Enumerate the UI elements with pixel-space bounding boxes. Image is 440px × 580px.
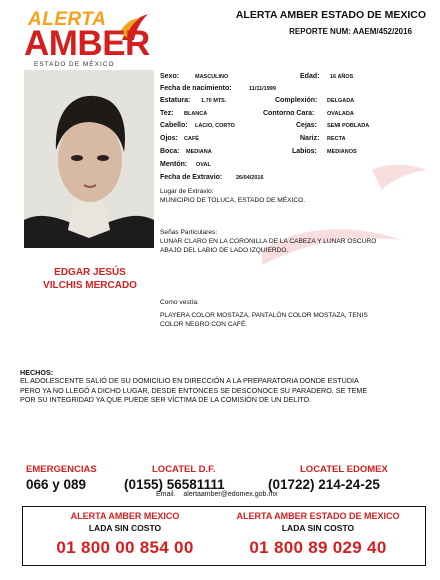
contorno-label: Contorno Cara: [263, 110, 315, 117]
hotline-sub-mexico: LADA SIN COSTO [88, 523, 162, 533]
vestia-section [160, 298, 430, 329]
extravio-label: Fecha de Extravio: [160, 174, 223, 181]
email-link[interactable]: alertaamber@edomex.gob.mx [183, 491, 278, 498]
labios-label: Labios: [292, 148, 317, 155]
nariz-value: RECTA [327, 136, 346, 142]
sexo-label: Sexo: [160, 73, 180, 80]
person-photo [24, 70, 154, 248]
ojos-label: Ojos: [160, 135, 178, 142]
tez-label: Tez: [160, 110, 174, 117]
menton-label: Mentón: [160, 161, 188, 168]
person-name [22, 266, 158, 292]
boca-label: Boca: [160, 148, 180, 155]
edad-label: Edad: [300, 73, 320, 80]
contorno-value: OVALADA [327, 111, 354, 117]
hechos-label: HECHOS: [20, 368, 54, 377]
estatura-label: Estatura: [160, 97, 191, 104]
senas-label: Señas Particulares: [160, 229, 218, 236]
logo-subtitle: ESTADO DE MÉXICO [34, 61, 115, 68]
hechos-text [20, 376, 428, 405]
contact-title-locatel-edomex: LOCATEL EDOMEX [300, 464, 388, 475]
hechos-line3: POR SU INTEGRIDAD YA QUE PUEDE SER VÍCTIMA DE LA COMISIÓN DE UN DELITO. [20, 395, 312, 404]
complexion-label: Complexión: [275, 97, 318, 104]
nacimiento-label: Fecha de nacimiento: [160, 85, 232, 92]
email-line [156, 491, 278, 498]
cejas-value: SEMI POBLADA [327, 123, 370, 129]
person-name-line2: VILCHIS MERCADO [43, 280, 137, 291]
sexo-value: MASCULINO [195, 74, 229, 80]
senas-section [160, 228, 430, 255]
nariz-label: Nariz: [300, 135, 320, 142]
person-name-line1: EDGAR JESÚS [54, 267, 126, 278]
hotline-sub-edomex: LADA SIN COSTO [281, 523, 355, 533]
contact-title-locatel-df: LOCATEL D.F. [152, 464, 216, 475]
hotline-number-edomex[interactable]: 01 800 89 029 40 [249, 538, 387, 557]
report-number: REPORTE NUM: AAEM/452/2016 [289, 27, 412, 36]
cejas-label: Cejas: [296, 122, 318, 129]
logo-alerta-text: ALERTA [28, 9, 107, 30]
nacimiento-value: 11/11/1999 [249, 86, 276, 92]
hechos-line1: EL ADOLESCENTE SALIÓ DE SU DOMICILIO EN DIRECCIÓN A LA PREPARATORIA DONDE ESTUDIA [20, 376, 359, 385]
hotline-title-edomex: ALERTA AMBER ESTADO DE MEXICO [236, 511, 400, 521]
vestia-line1: PLAYERA COLOR MOSTAZA, PANTALÓN COLOR MOSTAZA, TENIS [160, 312, 368, 319]
vestia-line2: COLOR NEGRO CON CAFÉ. [160, 321, 248, 328]
contact-number-locatel-edomex: (01722) 214-24-25 [268, 477, 380, 492]
senas-line1: LUNAR CLARO EN LA CORONILLA DE LA CABEZA Y LUNAR OSCURO [160, 238, 377, 245]
labios-value: MEDIANOS [327, 149, 357, 155]
hotline-box [22, 506, 426, 566]
extravio-value: 26/04/2016 [236, 175, 264, 181]
contact-number-emergencias: 066 y 089 [26, 477, 87, 492]
logo-amber-text: AMBER [24, 24, 150, 63]
ojos-value: CAFÉ [184, 136, 199, 142]
hechos-line2: PERO YA NO LLEGÓ A DICHO LUGAR, DESDE ENTONCES SE DESCONOCE SU PARADERO. SE TEME [20, 385, 368, 395]
lugar-label: Lugar de Extravio: [160, 188, 214, 195]
lugar-value: MUNICIPIO DE TOLUCA, ESTADO DE MÉXICO. [160, 197, 306, 204]
page-title: ALERTA AMBER ESTADO DE MEXICO [235, 9, 426, 21]
senas-line2: ABAJO DEL LABIO DE LADO IZQUIERDO. [160, 247, 289, 254]
boca-value: MEDIANA [186, 149, 212, 155]
vestia-label: Como vestía: [160, 299, 199, 306]
estatura-value: 1.70 MTS. [201, 98, 227, 104]
cabello-label: Cabello: [160, 122, 188, 129]
complexion-value: DELGADA [327, 98, 355, 104]
edad-value: 16 AÑOS [330, 74, 354, 80]
cabello-value: LACIO, CORTO [195, 123, 235, 129]
email-label: Email. [156, 491, 176, 498]
menton-value: OVAL [196, 162, 211, 168]
hotline-number-mexico[interactable]: 01 800 00 854 00 [56, 538, 194, 557]
contact-title-emergencias: EMERGENCIAS [26, 464, 97, 475]
lugar-section [160, 187, 420, 205]
contact-number-locatel-df: (0155) 56581111 [124, 477, 225, 492]
hotline-title-mexico: ALERTA AMBER MEXICO [70, 511, 180, 521]
tez-value: BLANCA [184, 111, 208, 117]
